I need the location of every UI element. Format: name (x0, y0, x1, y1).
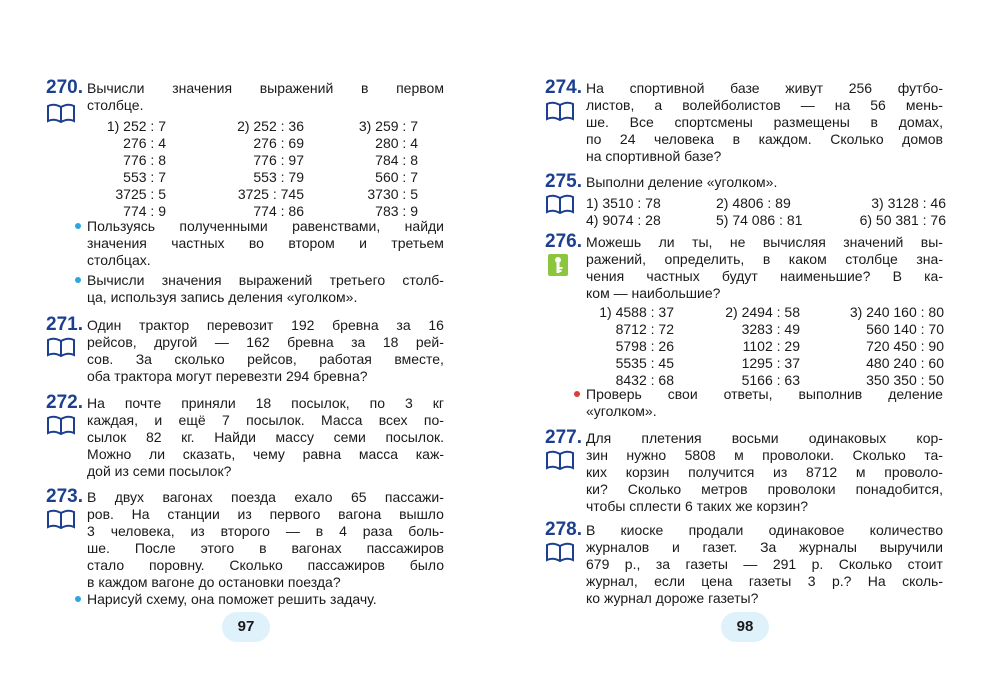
page-number: 98 (721, 612, 769, 642)
bullet-text-line: Нарисуй схему, она поможет решить задачу. (87, 591, 377, 607)
task-number: 271. (46, 314, 83, 335)
expression: 3725 : 5 (115, 186, 166, 202)
expression: 774 : 86 (253, 203, 304, 219)
expression: 5535 : 45 (615, 355, 674, 371)
task-text-line: 3 человека, из второго — в 4 раза боль- (87, 523, 444, 539)
task-number: 275. (545, 171, 582, 192)
task-277 (545, 427, 945, 520)
task-text-line: ражений, определить, в каком столбце зна- (586, 251, 943, 267)
expression: 5) 74 086 : 81 (716, 212, 803, 228)
task-text-line: В киоске продали одинаковое количество (586, 522, 943, 538)
expression: 8432 : 68 (615, 372, 674, 388)
task-text-line: ко журнал дороже газеты? (586, 590, 759, 606)
expression: 720 450 : 90 (866, 338, 944, 354)
expression: 280 : 4 (375, 135, 418, 151)
instruction-bullet (87, 272, 444, 306)
bullet-text-line: Проверь свои ответы, выполнив деление (586, 386, 943, 402)
book-icon (46, 508, 76, 530)
task-text-line: Вычисли значения выражений в первом (87, 80, 444, 96)
task-number: 274. (545, 77, 582, 98)
task-text-line: Можешь ли ты, не вычисляя значений вы- (586, 234, 943, 250)
expression: 2) 4806 : 89 (716, 195, 791, 211)
expression: 784 : 8 (375, 152, 418, 168)
bullet-dot (75, 596, 81, 602)
task-text-line: каждая, и ещё 7 посылок. Масса всех по- (87, 412, 444, 428)
bullet-text-line: ца, используя запись деления «уголком». (87, 289, 358, 305)
task-text-line: по 24 человека в каждом. Сколько домов (586, 131, 943, 147)
expression: 553 : 79 (253, 169, 304, 185)
expression: 3283 : 49 (741, 321, 800, 337)
bullet-text-line: «уголком». (586, 403, 657, 419)
task-text-line: Можно ли сказать, чему равна масса каж- (87, 446, 444, 462)
task-text-line: зин нужно 5808 м проволоки. Сколько та- (586, 447, 943, 463)
thinking-key-icon (548, 254, 568, 276)
expression: 3) 259 : 7 (358, 118, 418, 134)
task-text-line: Для плетения восьми одинаковых кор- (586, 430, 943, 446)
book-icon (545, 541, 575, 563)
task-271 (46, 314, 446, 387)
expression: 783 : 9 (375, 203, 418, 219)
expression: 8712 : 72 (615, 321, 674, 337)
expression: 1102 : 29 (742, 338, 800, 354)
book-icon (46, 336, 76, 358)
expression: 3725 : 745 (237, 186, 304, 202)
expression: 276 : 4 (123, 135, 166, 151)
task-text-line: чения частных будут наименьшие? В ка- (586, 268, 943, 284)
task-number: 277. (545, 427, 582, 448)
bullet-text-line: Вычисли значения выражений третьего столб- (87, 272, 444, 288)
task-text-line: дой из семи посылок? (87, 463, 232, 479)
task-text-line: 679 р., за газеты — 291 р. Сколько стоит (586, 556, 943, 572)
task-text-line: В двух вагонах поезда ехало 65 пассажи- (87, 489, 444, 505)
page-number: 97 (222, 612, 270, 642)
expression: 3) 3128 : 46 (871, 195, 946, 211)
task-276 (545, 231, 945, 424)
task-text-line: листов, а волейболистов — на 56 мень- (586, 97, 943, 113)
task-270 (46, 77, 446, 310)
expression: 4) 9074 : 28 (586, 212, 661, 228)
task-text-line: оба трактора могут перевезти 294 бревна? (87, 368, 368, 384)
expression: 774 : 9 (123, 203, 166, 219)
expression: 1) 4588 : 37 (599, 304, 674, 320)
task-text-line: в каждом вагоне до остановки поезда? (87, 574, 341, 590)
task-text-line: На почте приняли 18 посылок, по 3 кг (87, 395, 444, 411)
expression: 2) 252 : 36 (237, 118, 304, 134)
task-text-line: ки? Сколько метров проволоки понадобится, (586, 481, 943, 497)
task-text-line: ких корзин получится из 8712 м проволо- (586, 464, 943, 480)
expression: 276 : 69 (253, 135, 304, 151)
expression-rows (586, 195, 946, 229)
expression: 3) 240 160 : 80 (849, 304, 944, 320)
book-icon (46, 102, 76, 124)
bullet-text-line: значения частных во втором и третьем (87, 235, 444, 251)
bullet-dot (574, 391, 580, 397)
expression-columns (90, 118, 450, 228)
expression: 5166 : 63 (741, 372, 800, 388)
task-text-line: Выполни деление «уголком». (586, 174, 778, 190)
book-icon (545, 193, 575, 215)
task-text-line: На спортивной базе живут 256 футбо- (586, 80, 943, 96)
bullet-text-line: столбцах. (87, 252, 151, 268)
task-text-line: ше. Все спортсмены размещены в домах, (586, 114, 943, 130)
expression-columns (586, 304, 946, 392)
instruction-bullet (586, 386, 943, 420)
expression: 5798 : 26 (615, 338, 674, 354)
task-text-line: ше. После этого в вагонах пассажиров (87, 540, 444, 556)
task-number: 278. (545, 519, 582, 540)
task-text-line: сылок 82 кг. Найди массу семи посылок. (87, 429, 444, 445)
book-icon (545, 449, 575, 471)
task-text-line: стало поровну. Сколько пассажиров было (87, 557, 444, 573)
task-text-line: ком — наибольшие? (586, 285, 721, 301)
task-273 (46, 486, 446, 609)
task-text-line: на спортивной базе? (586, 148, 722, 164)
task-274 (545, 77, 945, 170)
task-number: 272. (46, 392, 83, 413)
task-text-line: журналов и газет. За журналы выручили (586, 539, 943, 555)
expression: 2) 2494 : 58 (725, 304, 800, 320)
task-text-line: журнал, если цена газеты 3 р.? На сколь- (586, 573, 943, 589)
task-text-line: Один трактор перевозит 192 бревна за 16 (87, 317, 444, 333)
book-icon (545, 100, 575, 122)
instruction-bullet (87, 218, 444, 269)
expression: 776 : 8 (123, 152, 166, 168)
right-page (495, 0, 990, 700)
expression: 560 : 7 (375, 169, 418, 185)
expression: 1295 : 37 (741, 355, 800, 371)
task-number: 276. (545, 231, 582, 252)
expression: 553 : 7 (123, 169, 166, 185)
expression: 480 240 : 60 (866, 355, 944, 371)
task-275 (545, 171, 946, 230)
task-number: 273. (46, 486, 83, 507)
expression: 560 140 : 70 (866, 321, 944, 337)
expression: 1) 3510 : 78 (586, 195, 661, 211)
book-icon (46, 414, 76, 436)
bullet-text-line: Пользуясь полученными равенствами, найди (87, 218, 444, 234)
expression: 3730 : 5 (367, 186, 418, 202)
bullet-dot (75, 223, 81, 229)
task-278 (545, 519, 945, 612)
expression: 776 : 97 (253, 152, 304, 168)
expression: 350 350 : 50 (866, 372, 944, 388)
bullet-dot (75, 277, 81, 283)
task-text-line: рейсов, другой — 162 бревна за 18 рей- (87, 334, 444, 350)
task-text-line: сов. За сколько рейсов, работая вместе, (87, 351, 444, 367)
expression: 6) 50 381 : 76 (859, 212, 946, 228)
instruction-bullet (87, 591, 444, 608)
task-text-line: ров. На станции из первого вагона вышло (87, 506, 444, 522)
task-text-line: столбце. (87, 97, 144, 113)
task-text-line: чтобы сплести 6 таких же корзин? (586, 498, 809, 514)
task-number: 270. (46, 77, 83, 98)
expression: 1) 252 : 7 (106, 118, 166, 134)
task-272 (46, 392, 446, 485)
